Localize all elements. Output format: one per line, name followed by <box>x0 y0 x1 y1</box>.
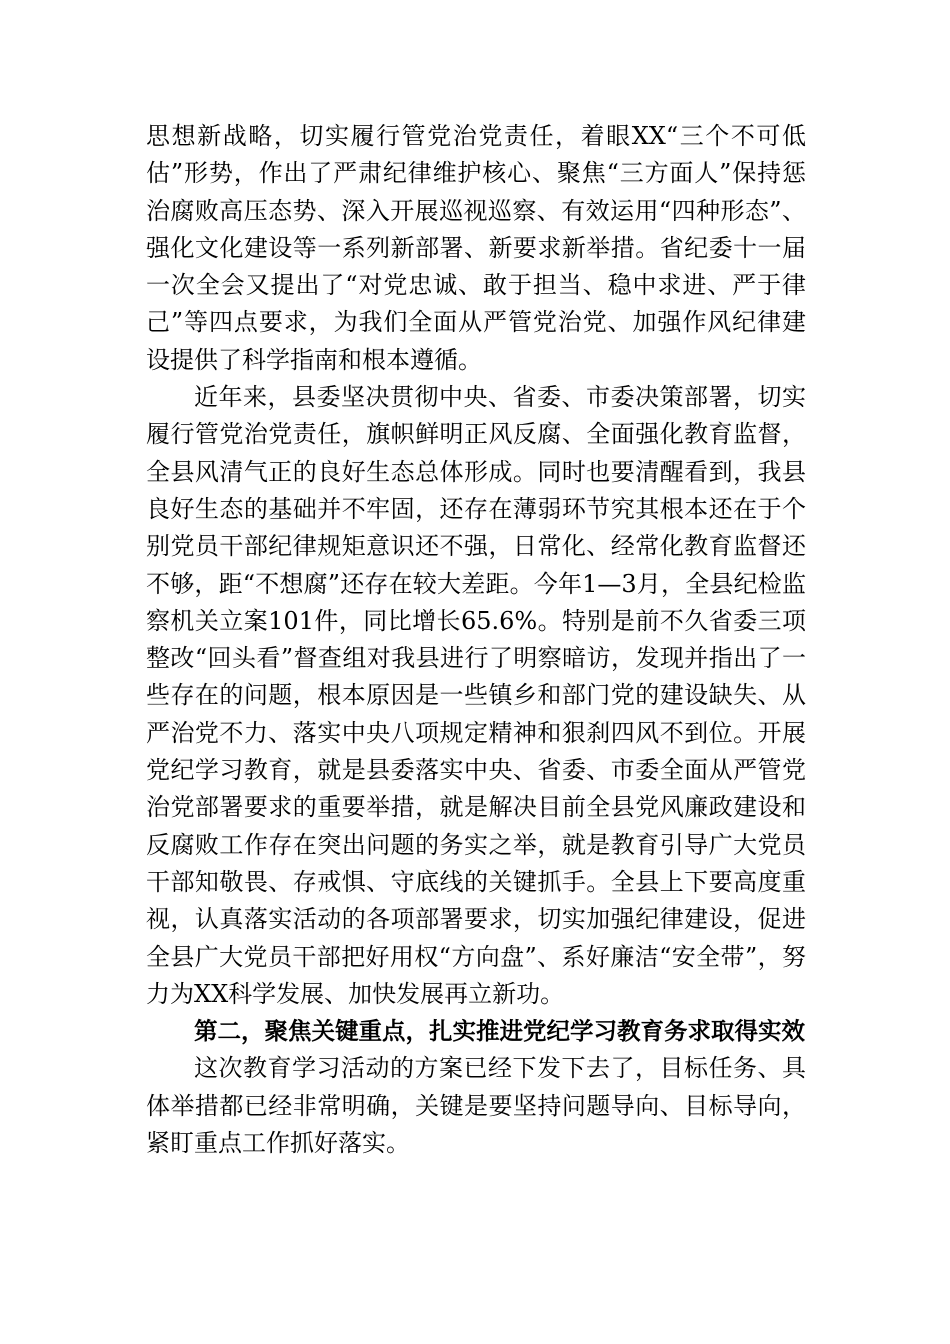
section-heading-second: 第二，聚焦关键重点，扎实推进党纪学习教育务求取得实效 <box>194 1017 805 1046</box>
paragraph-section-two-intro: 这次教育学习活动的方案已经下发下去了，目标任务、具体举措都已经非常明确，关键是要坚持问题导向、目标导向，紧盯重点工作抓好落实。 <box>146 1054 806 1158</box>
paragraph-county-situation: 近年来，县委坚决贯彻中央、省委、市委决策部署，切实履行管党治党责任，旗帜鲜明正风反腐、全面强化教育监督，全县风清气正的良好生态总体形成。同时也要清醒看到，我县良好生态的基础并不牢固，还存在薄弱环节究其根本还在于个别党员干部纪律规矩意识还不强，日常化、经常化教育监督还不够，距“不想腐”还存在较大差距。今年1—3月，全县纪检监察机关立案101件，同比增长65.6%。特别是前不久省委三项整改“回头看”督查组对我县进行了明察暗访，发现并指出了一些存在的问题，根本原因是一些镇乡和部门党的建设缺失、从严治党不力、落实中央八项规定精神和狠刹四风不到位。开展党纪学习教育，就是县委落实中央、省委、市委全面从严管党治党部署要求的重要举措，就是解决目前全县党风廉政建设和反腐败工作存在突出问题的务实之举，就是教育引导广大党员干部知敬畏、存戒惧、守底线的关键抓手。全县上下要高度重视，认真落实活动的各项部署要求，切实加强纪律建设，促进全县广大党员干部把好用权“方向盘”、系好廉洁“安全带”，努力为XX科学发展、加快发展再立新功。 <box>146 383 806 1008</box>
document-page <box>146 118 806 1162</box>
paragraph-intro-continued: 思想新战略，切实履行管党治党责任，着眼XX“三个不可低估”形势，作出了严肃纪律维护核心、聚焦“三方面人”保持惩治腐败高压态势、深入开展巡视巡察、有效运用“四种形态”、强化文化建设等一系列新部署、新要求新举措。省纪委十一届一次全会又提出了“对党忠诚、敢于担当、稳中求进、严于律己”等四点要求，为我们全面从严管党治党、加强作风纪律建设提供了科学指南和根本遵循。 <box>146 122 806 374</box>
